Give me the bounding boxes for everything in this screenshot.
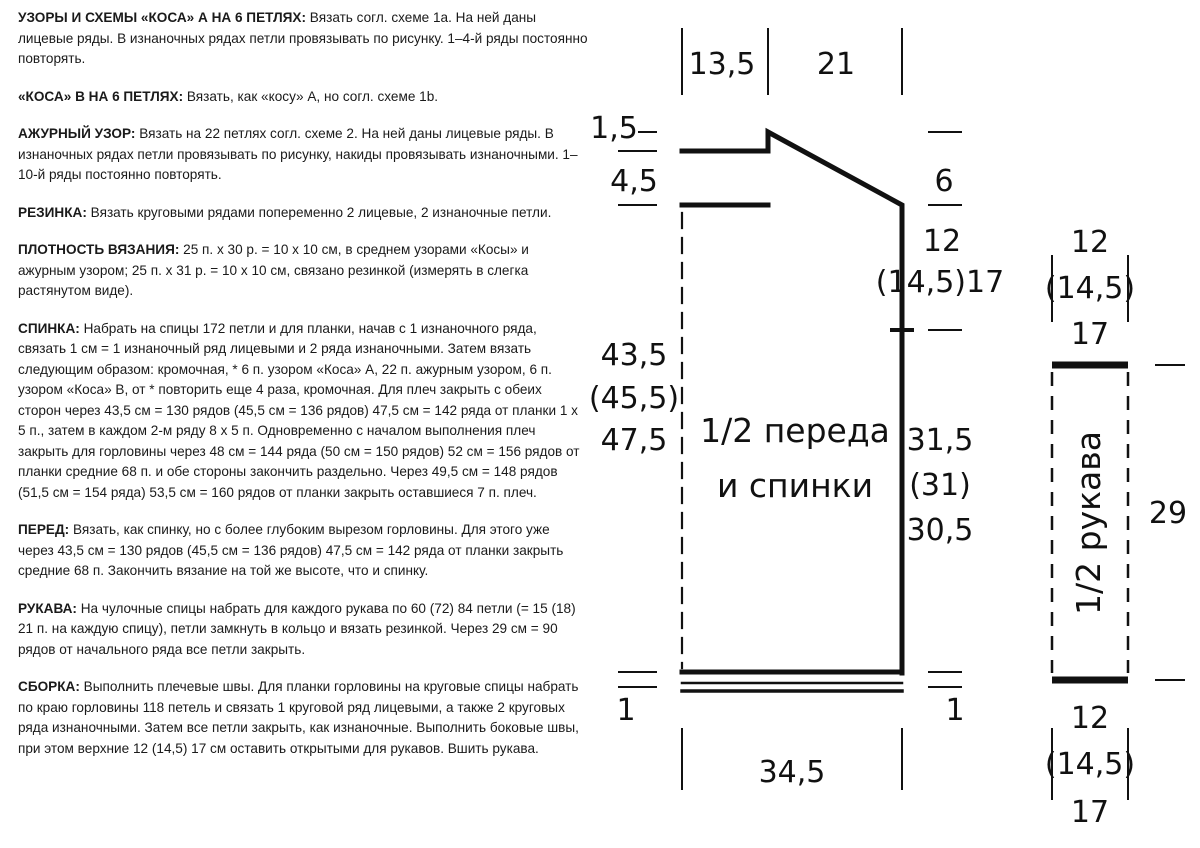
instruction-heading: ПЕРЕД:	[18, 522, 70, 537]
instruction-text: На чулочные спицы набрать для каждого рукава по 60 (72) 84 петли (= 15 (18) 21 п. на каждую спицу), петли замкнуть в кольцо и вязать резинкой. Через 29 см = 90 рядов от начального ряда все петли закрыть.	[18, 600, 576, 657]
instruction-text: Вязать на 22 петлях согл. схеме 2. На ней даны лицевые ряды. В изнаночных рядах петли провязывать по рисунку, накиды провязывать изнаночными. 1–10-й ряды постоянно повторять.	[18, 126, 578, 182]
dim-neck-top: 1,5	[590, 111, 638, 146]
body-piece-label-line1: 1/2 переда	[700, 411, 890, 450]
sleeve-piece-label: 1/2 рукава	[1069, 431, 1108, 615]
instruction-heading: УЗОРЫ И СХЕМЫ «КОСА» А НА 6 ПЕТЛЯХ:	[18, 10, 307, 25]
dim-side-line3: 30,5	[906, 513, 974, 548]
instruction-heading: АЖУРНЫЙ УЗОР:	[18, 126, 136, 141]
instruction-text: Вязать, как спинку, но с более глубоким вырезом горловины. Для этого уже через 43,5 см = 130 рядов (45,5 см = 136 рядов) 47,5 см = 142 ряда от планки закрыть средние 68 п. Закончить вязание на той же высоте, что и спинку.	[18, 522, 564, 578]
dim-height-line2: (45,5)	[588, 381, 680, 416]
instruction-heading: СБОРКА:	[18, 679, 80, 694]
instruction-text: Набрать на спицы 172 петли и для планки, начав с 1 изнаночного ряда, связать 1 см = 1 изнаночный ряд лицевыми и 2 ряда изнаночными. Затем вязать следующим образом: кромочная, * 6 п. узором «Коса» А, 22 п. ажурным узором, 6 п. узором «Коса» В, от * повторить еще 4 раза, кромочная. Для плеч закрыть с обеих сторон через 43,5 см = 130 рядов (45,5 см = 136 рядов) 47,5 см = 142 ряда от планки 1 х 5 п., затем в каждом 2-м ряду 8 х 5 п. Одновременно с началом выполнения плеч закрыть для горловины через 48 см = 144 ряда (50 см = 150 рядов) 52 см = 156 рядов от планки средние 68 п. и обе стороны закончить раздельно. Через 49,5 см = 148 рядов (51,5 см = 154 ряда) 53,5 см = 160 рядов от планки закрыть оставшиеся 7 п. плеч.	[18, 320, 580, 500]
dim-side-line2: (31)	[909, 468, 971, 503]
instruction-text: 25 п. х 30 р. = 10 х 10 см, в среднем узорами «Косы» и ажурным узором; 25 п. х 31 р. = 10 х 10 см, связано резинкой (измерять в слегка растянутом виде).	[18, 242, 529, 298]
dim-band-left: 1	[616, 693, 636, 728]
instruction-text: Вязать, как «косу» А, но согл. схеме 1b.	[183, 88, 439, 104]
dim-sleeve-bottom-line1: 12	[1070, 701, 1110, 736]
dim-band-right: 1	[945, 693, 965, 728]
instruction-text: Вязать согл. схеме 1а. На ней даны лицевые ряды. В изнаночных рядах петли провязывать по рисунку. 1–4-й ряды постоянно повторять.	[18, 10, 588, 66]
dim-sleeve-top-line1: 12	[1070, 225, 1110, 260]
instruction-heading: РЕЗИНКА:	[18, 204, 87, 220]
dim-height-line3: 47,5	[600, 423, 668, 458]
dim-armhole-line2: (14,5)17	[875, 265, 1005, 300]
instruction-heading: «КОСА» В НА 6 ПЕТЛЯХ:	[18, 88, 184, 104]
dim-sleeve-bottom-line3: 17	[1070, 795, 1110, 830]
instruction-heading: ПЛОТНОСТЬ ВЯЗАНИЯ:	[18, 242, 180, 257]
dim-top-left-width: 13,5	[688, 47, 756, 82]
instruction-heading: РУКАВА:	[18, 600, 77, 616]
dim-sleeve-top-line3: 17	[1070, 317, 1110, 352]
dim-side-line1: 31,5	[906, 423, 974, 458]
dim-height-line1: 43,5	[600, 338, 668, 373]
dim-armhole-line1: 12	[922, 224, 962, 259]
dim-bottom-width: 34,5	[758, 755, 826, 790]
dim-sleeve-top-line2: (14,5)	[1044, 271, 1136, 306]
instruction-text: Выполнить плечевые швы. Для планки горловины на круговые спицы набрать по краю горловины 118 петель и связать 1 круговой ряд лицевыми, а также 2 круговых ряда изнаночными. Затем все петли закрыть, как изнаночные. Выполнить боковые швы, при этом верхние 12 (14,5) 17 см оставить открытыми для рукавов. Вшить рукава.	[18, 679, 579, 756]
dim-shoulder-slope: 6	[934, 164, 954, 199]
dim-neck-depth: 4,5	[610, 164, 658, 199]
body-piece-label-line2: и спинки	[716, 466, 874, 505]
dim-sleeve-bottom-line2: (14,5)	[1044, 747, 1136, 782]
instruction-heading: СПИНКА:	[18, 320, 80, 336]
dim-sleeve-length: 29	[1148, 496, 1188, 531]
dim-top-right-width: 21	[816, 47, 856, 82]
instruction-text: Вязать круговыми рядами попеременно 2 лицевые, 2 изнаночные петли.	[86, 204, 552, 220]
